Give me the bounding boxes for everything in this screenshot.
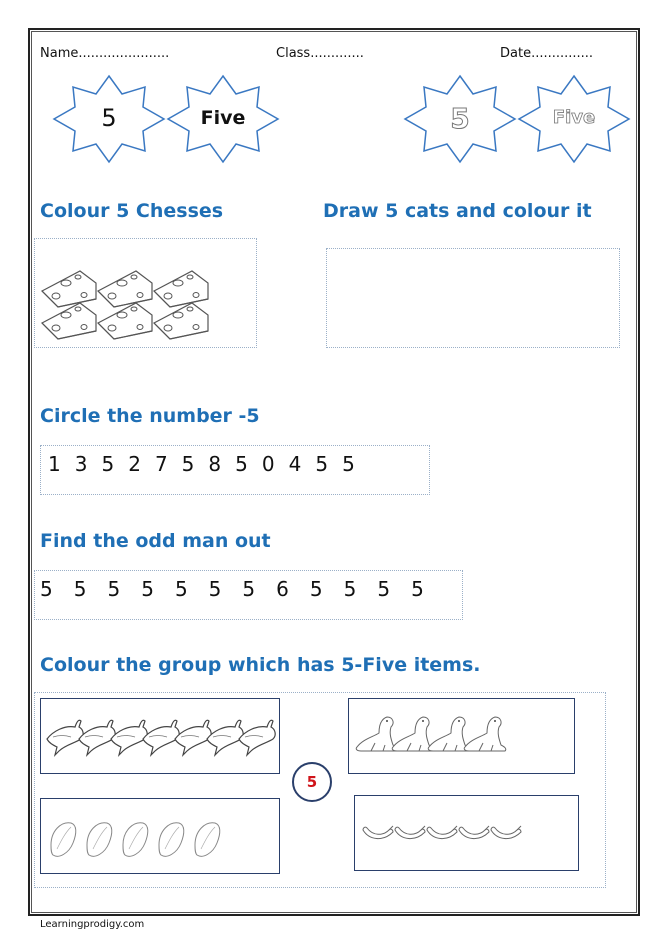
date-field[interactable]: Date............... [500, 46, 594, 61]
cheese-group [35, 239, 255, 345]
circle-digit[interactable]: 1 [48, 452, 61, 476]
seal-icon [392, 717, 434, 751]
seal-icon [464, 717, 506, 751]
heading-colour-cheese: Colour 5 Chesses [40, 200, 224, 222]
circle-digit[interactable]: 4 [288, 452, 302, 476]
odd-digit[interactable]: 5 [309, 577, 323, 601]
odd-digit[interactable]: 5 [107, 577, 121, 601]
footer-site: Learningprodigy.com [40, 919, 145, 930]
circle-digit[interactable]: 5 [235, 452, 248, 476]
banana-icon [459, 826, 489, 839]
cheese-icon [42, 271, 96, 307]
odd-digit[interactable]: 5 [40, 577, 53, 601]
circle-digit[interactable]: 2 [128, 452, 141, 476]
odd-digit[interactable]: 5 [377, 577, 391, 601]
cheese-box [34, 238, 257, 348]
cheese-icon [98, 271, 152, 307]
heading-circle-number: Circle the number -5 [40, 405, 260, 427]
group-papayas[interactable] [40, 798, 280, 874]
star-trace-number [403, 74, 517, 164]
odd-digit[interactable]: 5 [73, 577, 87, 601]
papayas [41, 799, 277, 871]
odd-digit[interactable]: 5 [343, 577, 357, 601]
group-seals[interactable] [348, 698, 575, 774]
heading-draw-cats: Draw 5 cats and colour it [323, 200, 592, 222]
heading-odd-man-out: Find the odd man out [40, 530, 271, 552]
star-trace-word [517, 74, 631, 164]
circle-digit[interactable]: 5 [181, 452, 195, 476]
dolphin-icon [47, 720, 83, 755]
circle-digits-row [48, 452, 369, 476]
date-label: Date [500, 46, 532, 61]
class-field[interactable]: Class............. [276, 46, 364, 61]
cheese-icon [42, 303, 96, 339]
papaya-icon [123, 823, 148, 857]
circle-digit[interactable]: 0 [261, 452, 275, 476]
star-word [166, 74, 280, 164]
papaya-icon [159, 823, 184, 857]
star-trace-word-text: Five [552, 107, 596, 128]
odd-digit[interactable]: 5 [411, 577, 424, 601]
group-bananas[interactable] [354, 795, 579, 871]
odd-digit[interactable]: 5 [141, 577, 154, 601]
center-number-badge: 5 [292, 762, 332, 802]
seals [349, 699, 572, 771]
circle-digit[interactable]: 5 [315, 452, 329, 476]
seal-icon [356, 717, 398, 751]
odd-digit[interactable]: 5 [174, 577, 188, 601]
dolphin-icon [143, 720, 179, 755]
star-trace-number-text: 5 [450, 102, 470, 135]
banana-icon [491, 826, 521, 839]
banana-icon [395, 826, 425, 839]
dolphin-icon [239, 720, 275, 755]
banana-icon [427, 826, 457, 839]
group-dolphins[interactable] [40, 698, 280, 774]
name-field[interactable]: Name...................... [40, 46, 170, 61]
papaya-icon [195, 823, 220, 857]
name-label: Name [40, 46, 79, 61]
circle-digit[interactable]: 8 [208, 452, 222, 476]
dolphin-icon [79, 720, 115, 755]
odd-digit[interactable]: 6 [276, 577, 289, 601]
dolphin-icon [111, 720, 147, 755]
draw-cats-area[interactable] [326, 248, 620, 348]
odd-digit[interactable]: 5 [242, 577, 256, 601]
dolphin-icon [207, 720, 243, 755]
bananas [355, 796, 576, 868]
papaya-icon [51, 823, 76, 857]
circle-digit[interactable]: 5 [342, 452, 355, 476]
circle-digit[interactable]: 3 [74, 452, 88, 476]
circle-digit[interactable]: 5 [101, 452, 115, 476]
odd-digits-row [40, 577, 445, 601]
circle-digit[interactable]: 7 [154, 452, 168, 476]
dolphins [41, 699, 277, 771]
seal-icon [428, 717, 470, 751]
star-word-text: Five [200, 107, 246, 129]
odd-digit[interactable]: 5 [208, 577, 222, 601]
cheese-icon [154, 303, 208, 339]
cheese-icon [98, 303, 152, 339]
dolphin-icon [175, 720, 211, 755]
heading-colour-group: Colour the group which has 5-Five items. [40, 654, 481, 676]
star-number [52, 74, 166, 164]
cheese-icon [154, 271, 208, 307]
papaya-icon [87, 823, 112, 857]
star-number-text: 5 [101, 104, 117, 132]
banana-icon [363, 826, 393, 839]
class-label: Class [276, 46, 311, 61]
